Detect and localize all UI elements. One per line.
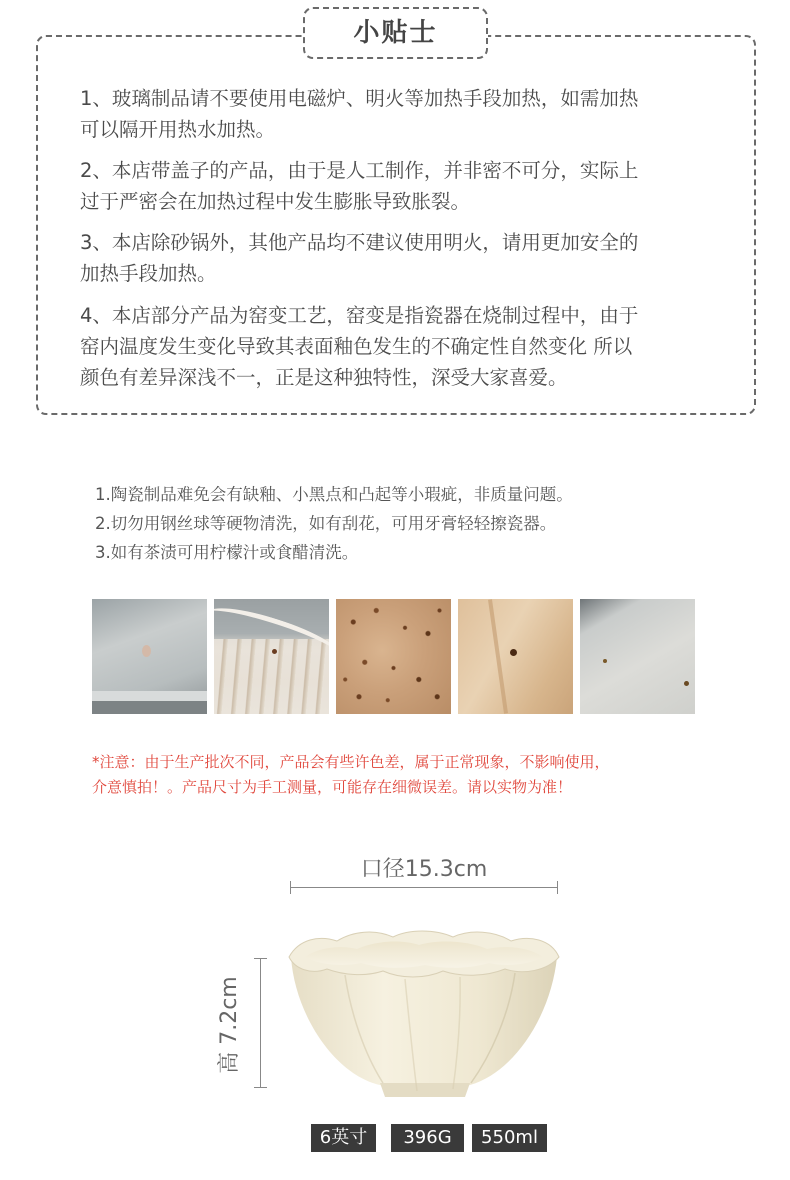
tips-title: 小贴士 <box>303 7 488 59</box>
tip-line: 窑内温度发生变化导致其表面釉色发生的不确定性自然变化 所以 <box>80 335 633 358</box>
warning-line: *注意：由于生产批次不同，产品会有些许色差，属于正常现象，不影响使用， <box>92 753 610 771</box>
warning-line: 介意慎拍！。产品尺寸为手工测量，可能存在细微误差。请以实物为准！ <box>92 778 573 796</box>
tip-item-4 <box>80 300 720 393</box>
height-label: 高 7.2cm <box>217 976 242 1074</box>
tip-line: 可以隔开用热水加热。 <box>80 118 276 141</box>
diameter-tick <box>290 881 291 894</box>
diameter-line <box>290 887 558 888</box>
tip-line: 4、本店部分产品为窑变工艺，窑变是指瓷器在烧制过程中，由于 <box>80 304 639 327</box>
care-note: 3.如有茶渍可用柠檬汁或食醋清洗。 <box>95 543 359 562</box>
tip-line: 3、本店除砂锅外，其他产品均不建议使用明火，请用更加安全的 <box>80 231 639 254</box>
tip-item-1 <box>80 83 720 145</box>
care-note: 1.陶瓷制品难免会有缺釉、小黑点和凸起等小瑕疵，非质量问题。 <box>95 485 573 504</box>
defect-photo-black-dot <box>458 599 573 714</box>
height-line <box>260 958 261 1087</box>
defect-photo-grey-glaze <box>580 599 695 714</box>
diameter-label: 口径15.3cm <box>360 857 488 882</box>
care-note: 2.切勿用钢丝球等硬物清洗，如有刮花，可用牙膏轻轻擦瓷器。 <box>95 514 557 533</box>
warning-notice <box>92 750 732 800</box>
weight-badge: 396G <box>391 1124 464 1152</box>
height-tick <box>254 958 267 959</box>
tip-line: 加热手段加热。 <box>80 262 217 285</box>
tip-line: 颜色有差异深浅不一，正是这种独特性，深受大家喜爱。 <box>80 366 568 389</box>
size-badge: 6英寸 <box>311 1124 376 1152</box>
bowl-image <box>285 925 563 1100</box>
height-tick <box>254 1087 267 1088</box>
capacity-badge: 550ml <box>472 1124 547 1152</box>
tip-line: 过于严密会在加热过程中发生膨胀导致胀裂。 <box>80 190 471 213</box>
tip-line: 1、玻璃制品请不要使用电磁炉、明火等加热手段加热，如需加热 <box>80 87 639 110</box>
tip-line: 2、本店带盖子的产品，由于是人工制作，并非密不可分，实际上 <box>80 159 639 182</box>
defect-photo-speckles <box>336 599 451 714</box>
tip-item-2 <box>80 155 720 217</box>
defect-photo-rim <box>214 599 329 714</box>
care-notes <box>95 480 735 567</box>
defect-photo-chip <box>92 599 207 714</box>
defect-photo-strip <box>92 599 697 714</box>
tip-item-3 <box>80 227 720 289</box>
diameter-tick <box>557 881 558 894</box>
